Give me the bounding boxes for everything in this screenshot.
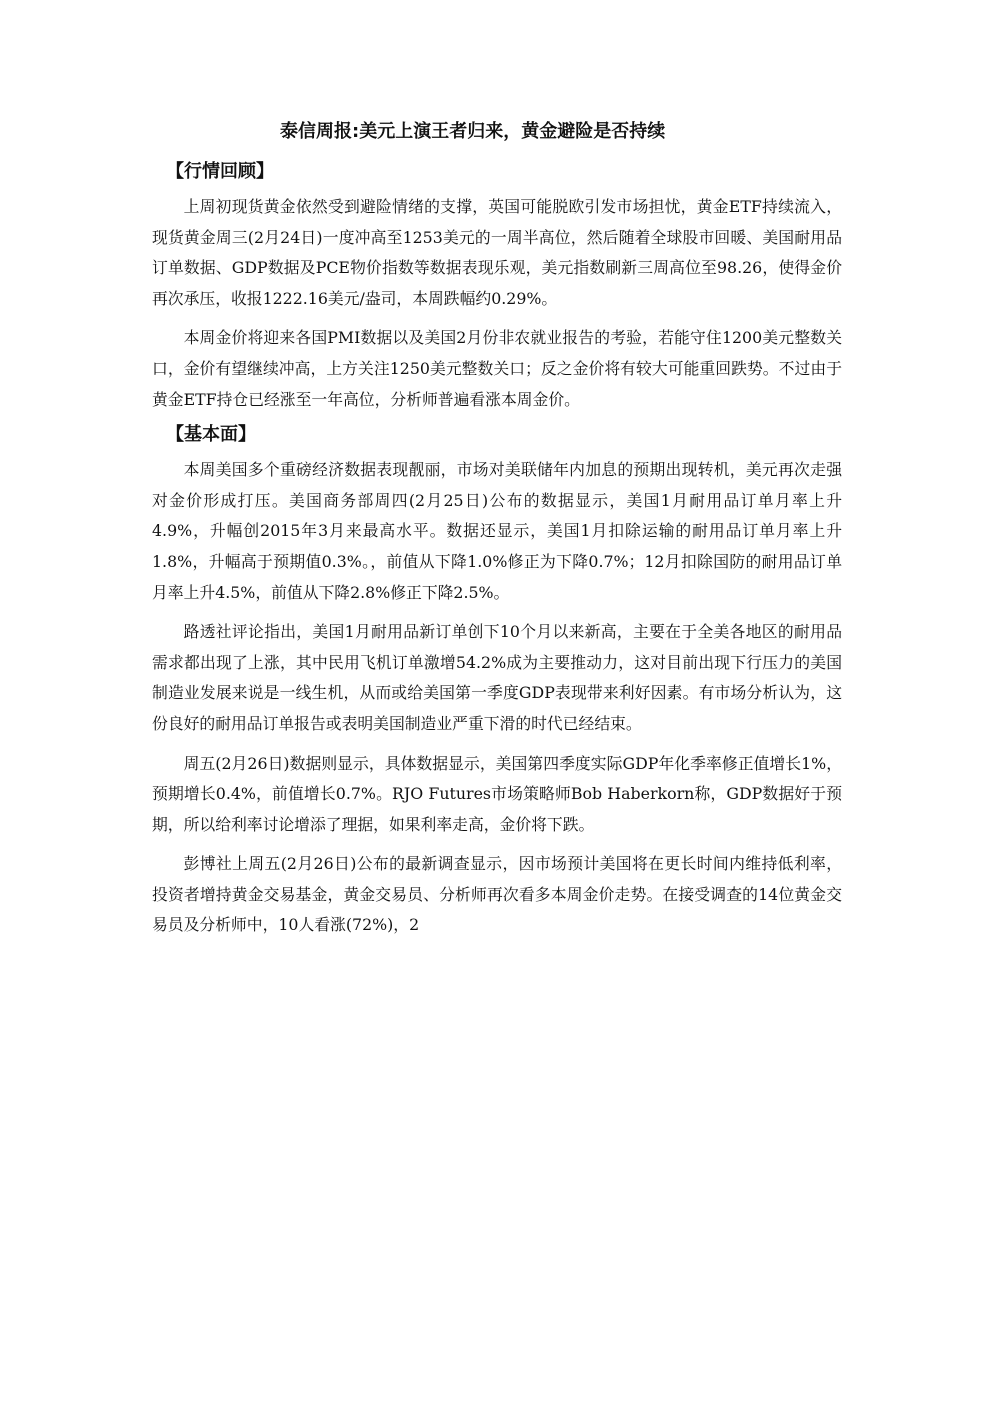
document-body <box>152 112 842 941</box>
section-heading-market-review: 【行情回顾】 <box>166 161 274 182</box>
paragraph-spacer <box>152 314 842 323</box>
section-heading-fundamentals: 【基本面】 <box>166 424 256 446</box>
paragraph: 上周初现货黄金依然受到避险情绪的支撑，英国可能脱欧引发市场担忧，黄金ETF持续流入，现货黄金周三(2月24日)一度冲高至1253美元的一周半高位，然后随着全球股市回暖、美国耐用品订单数据、GDP数据及PCE物价指数等数据表现乐观，美元指数刷新三周高位至98.26，使得金价再次承压，收报1222.16美元/盎司，本周跌幅约0.29%。 <box>152 197 842 308</box>
paragraph: 本周金价将迎来各国PMI数据以及美国2月份非农就业报告的考验，若能守住1200美元整数关口，金价有望继续冲高，上方关注1250美元整数关口；反之金价将有较大可能重回跌势。不过由于黄金ETF持仓已经涨至一年高位，分析师普遍看涨本周金价。 <box>152 328 842 409</box>
paragraph-spacer <box>152 740 842 749</box>
paragraph-spacer <box>152 840 842 849</box>
paragraph: 彭博社上周五(2月26日)公布的最新调查显示，因市场预计美国将在更长时间内维持低利率，投资者增持黄金交易基金，黄金交易员、分析师再次看多本周金价走势。在接受调查的14位黄金交易员及分析师中，10人看涨(72%)，2 <box>152 854 842 935</box>
document-title: 泰信周报:美元上演王者归来，黄金避险是否持续 <box>280 121 666 142</box>
paragraph-spacer <box>152 608 842 617</box>
paragraph: 周五(2月26日)数据则显示，具体数据显示，美国第四季度实际GDP年化季率修正值增长1%，预期增长0.4%，前值增长0.7%。RJO Futures市场策略师Bob Haberkorn称，GDP数据好于预期，所以给利率讨论增添了理据，如果利率走高，金价将下跌。 <box>152 753 842 834</box>
paragraph: 本周美国多个重磅经济数据表现靓丽，市场对美联储年内加息的预期出现转机，美元再次走强对金价形成打压。美国商务部周四(2月25日)公布的数据显示，美国1月耐用品订单月率上升4.9%，升幅创2015年3月来最高水平。数据还显示，美国1月扣除运输的耐用品订单月率上升1.8%，升幅高于预期值0.3%。，前值从下降1.0%修正为下降0.7%；12月扣除国防的耐用品订单月率上升4.5%，前值从下降2.8%修正下降2.5%。 <box>152 460 842 602</box>
paragraph: 路透社评论指出，美国1月耐用品新订单创下10个月以来新高，主要在于全美各地区的耐用品需求都出现了上涨，其中民用飞机订单激增54.2%成为主要推动力，这对目前出现下行压力的美国制造业发展来说是一线生机，从而或给美国第一季度GDP表现带来利好因素。有市场分析认为，这份良好的耐用品订单报告或表明美国制造业严重下滑的时代已经结束。 <box>152 622 842 733</box>
